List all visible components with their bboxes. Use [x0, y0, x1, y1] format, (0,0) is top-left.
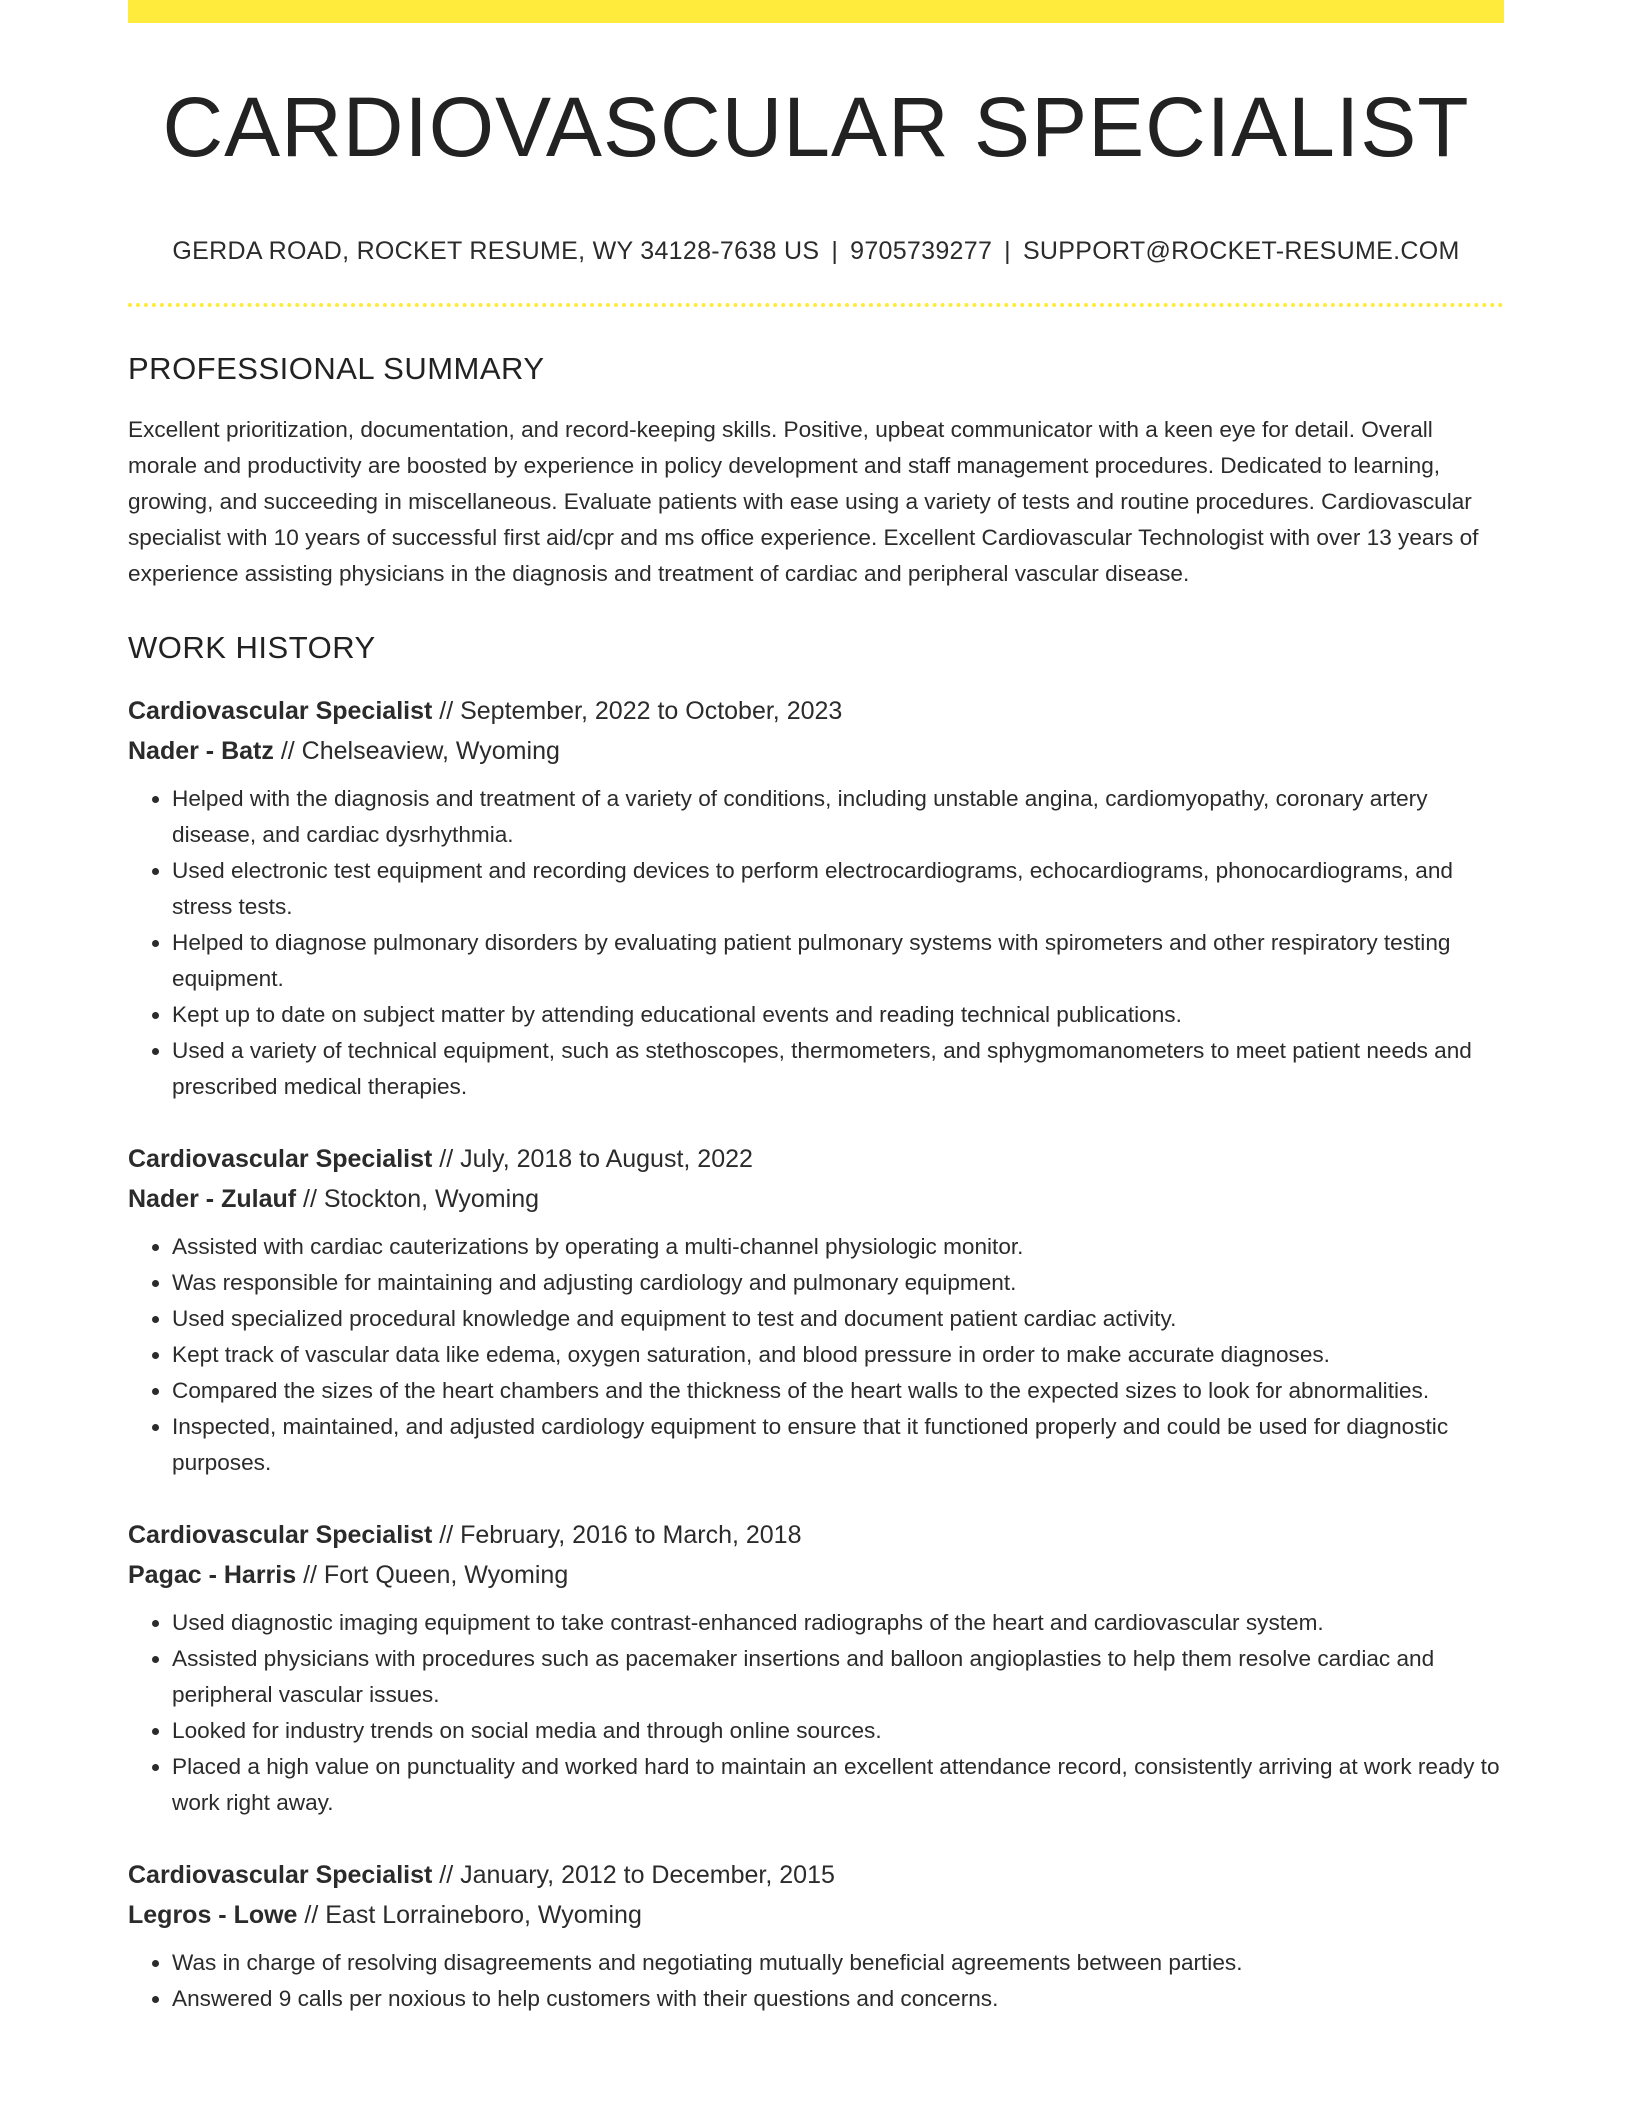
job-location: // Fort Queen, Wyoming	[296, 1561, 569, 1589]
job-bullet: • Answered 9 calls per noxious to help customers with their questions and concerns.	[172, 1981, 1504, 2017]
section-title-summary: PROFESSIONAL SUMMARY	[128, 351, 545, 386]
job-bullet: • Kept track of vascular data like edema, oxygen saturation, and blood pressure in order to make accurate diagnoses.	[172, 1337, 1504, 1373]
job-location: // Stockton, Wyoming	[296, 1185, 539, 1213]
job-entry	[128, 1515, 1504, 1821]
job-company: Nader - Batz	[128, 737, 274, 765]
job-bullet: • Placed a high value on punctuality and worked hard to maintain an excellent attendance record, consistently arriving at work ready to work right away.	[172, 1749, 1504, 1821]
resume-page	[128, 0, 1504, 2017]
job-bullet: • Assisted physicians with procedures such as pacemaker insertions and balloon angioplasties to help them resolve cardiac and peripheral vascular issues.	[172, 1641, 1504, 1713]
job-role-line	[128, 691, 1504, 731]
contact-separator: |	[831, 237, 839, 265]
job-entry	[128, 1139, 1504, 1481]
summary-text: Excellent prioritization, documentation, and record-keeping skills. Positive, upbeat communicator with a keen eye for detail. Overall morale and productivity are boosted by experience in policy development and staff management procedures. Dedicated to learning, growing, and succeeding in miscellaneous. Evaluate patients with ease using a variety of tests and routine procedures. Cardiovascular specialist with 10 years of successful first aid/cpr and ms office experience. Excellent Cardiovascular Technologist with over 13 years of experience assisting physicians in the diagnosis and treatment of cardiac and peripheral vascular disease.	[128, 417, 1479, 586]
job-role: Cardiovascular Specialist	[128, 1861, 433, 1889]
job-bullet: • Kept up to date on subject matter by attending educational events and reading technical publications.	[172, 997, 1504, 1033]
job-company-line	[128, 731, 1504, 771]
job-bullet: • Inspected, maintained, and adjusted cardiology equipment to ensure that it functioned properly and could be used for diagnostic purposes.	[172, 1409, 1504, 1481]
job-role: Cardiovascular Specialist	[128, 1521, 433, 1549]
contact-separator: |	[1004, 237, 1011, 265]
contact-address: GERDA ROAD, ROCKET RESUME, WY 34128-7638 US	[172, 237, 820, 265]
job-bullet: • Compared the sizes of the heart chambers and the thickness of the heart walls to the expected sizes to look for abnormalities.	[172, 1373, 1504, 1409]
job-bullet: • Used diagnostic imaging equipment to take contrast-enhanced radiographs of the heart and cardiovascular system.	[172, 1605, 1504, 1641]
job-company-line	[128, 1179, 1504, 1219]
job-entry	[128, 1855, 1504, 2017]
candidate-title: CARDIOVASCULAR SPECIALIST	[162, 80, 1470, 174]
job-company: Nader - Zulauf	[128, 1185, 297, 1213]
job-bullets	[128, 781, 1504, 1105]
contact-email: SUPPORT@ROCKET-RESUME.COM	[1022, 237, 1460, 265]
job-company-line	[128, 1895, 1504, 1935]
section-title-work-history: WORK HISTORY	[128, 630, 376, 665]
job-role-line	[128, 1855, 1504, 1895]
job-location: // East Lorraineboro, Wyoming	[297, 1901, 642, 1929]
dotted-divider	[128, 303, 1504, 307]
job-location: // Chelseaview, Wyoming	[273, 737, 560, 765]
job-bullet: • Used electronic test equipment and recording devices to perform electrocardiograms, echocardiograms, phonocardiograms, and stress tests.	[172, 853, 1504, 925]
work-history-list	[128, 691, 1504, 2017]
job-company: Legros - Lowe	[128, 1901, 298, 1929]
job-dates: // January, 2012 to December, 2015	[432, 1861, 835, 1889]
job-bullet: • Used specialized procedural knowledge and equipment to test and document patient cardiac activity.	[172, 1301, 1504, 1337]
job-role-line	[128, 1139, 1504, 1179]
job-bullet: • Helped to diagnose pulmonary disorders by evaluating patient pulmonary systems with spirometers and other respiratory testing equipment.	[172, 925, 1504, 997]
contact-phone: 9705739277	[850, 237, 993, 265]
job-company-line	[128, 1555, 1504, 1595]
job-bullets	[128, 1605, 1504, 1821]
job-entry	[128, 691, 1504, 1105]
job-role: Cardiovascular Specialist	[128, 1145, 433, 1173]
job-dates: // February, 2016 to March, 2018	[432, 1521, 802, 1549]
job-bullets	[128, 1229, 1504, 1481]
job-role: Cardiovascular Specialist	[128, 697, 433, 725]
accent-top-bar	[128, 0, 1504, 23]
job-bullet: • Was in charge of resolving disagreements and negotiating mutually beneficial agreements between parties.	[172, 1945, 1504, 1981]
job-dates: // September, 2022 to October, 2023	[432, 697, 843, 725]
job-bullet: • Used a variety of technical equipment, such as stethoscopes, thermometers, and sphygmomanometers to meet patient needs and prescribed medical therapies.	[172, 1033, 1504, 1105]
job-bullet: • Helped with the diagnosis and treatment of a variety of conditions, including unstable angina, cardiomyopathy, coronary artery disease, and cardiac dysrhythmia.	[172, 781, 1504, 853]
job-company: Pagac - Harris	[128, 1561, 297, 1589]
job-bullets	[128, 1945, 1504, 2017]
job-bullet: • Assisted with cardiac cauterizations by operating a multi-channel physiologic monitor.	[172, 1229, 1504, 1265]
job-bullet: • Was responsible for maintaining and adjusting cardiology and pulmonary equipment.	[172, 1265, 1504, 1301]
job-role-line	[128, 1515, 1504, 1555]
contact-line	[128, 237, 1504, 266]
job-bullet: • Looked for industry trends on social media and through online sources.	[172, 1713, 1504, 1749]
job-dates: // July, 2018 to August, 2022	[432, 1145, 753, 1173]
